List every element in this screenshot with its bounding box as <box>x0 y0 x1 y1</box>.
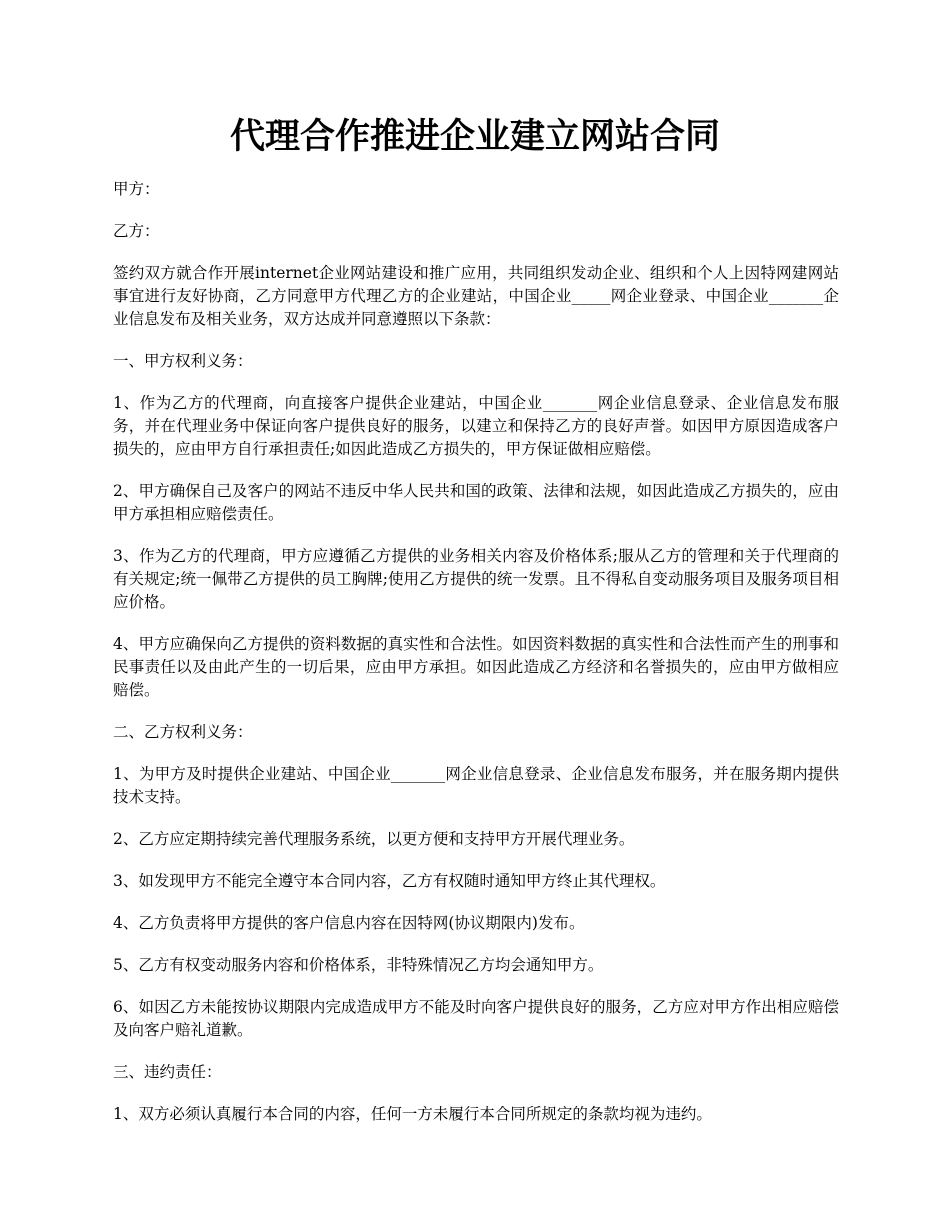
clause-paragraph: 6、如因乙方未能按协议期限内完成造成甲方不能及时向客户提供良好的服务，乙方应对甲方作出相应赔偿及向客户赔礼道歉。 <box>113 998 839 1039</box>
party-b-line: 乙方： <box>113 222 160 240</box>
section-heading-party-a: 一、甲方权利义务： <box>113 352 253 370</box>
section-heading-party-b: 二、乙方权利义务： <box>113 723 253 741</box>
clause-paragraph: 3、如发现甲方不能完全遵守本合同内容，乙方有权随时通知甲方终止其代理权。 <box>113 872 666 890</box>
preamble-paragraph: 签约双方就合作开展internet企业网站建设和推广应用，共同组织发动企业、组织和个人上因特网建网站事宜进行友好协商，乙方同意甲方代理乙方的企业建站，中国企业_____网企业登录、中国企业_______企业信息发布及相关业务，双方达成并同意遵照以下条款： <box>113 264 839 328</box>
document-body <box>113 178 839 1145</box>
clause-paragraph: 2、甲方确保自己及客户的网站不违反中华人民共和国的政策、法律和法规，如因此造成乙方损失的，应由甲方承担相应赔偿责任。 <box>113 482 839 523</box>
section-heading-breach: 三、违约责任： <box>113 1063 222 1081</box>
clause-paragraph: 4、乙方负责将甲方提供的客户信息内容在因特网(协议期限内)发布。 <box>113 914 585 932</box>
clause-paragraph: 1、作为乙方的代理商，向直接客户提供企业建站，中国企业_______网企业信息登录、企业信息发布服务，并在代理业务中保证向客户提供良好的服务，以建立和保持乙方的良好声誉。如因甲方原因造成客户损失的，应由甲方自行承担责任;如因此造成乙方损失的，甲方保证做相应赔偿。 <box>113 394 839 458</box>
clause-paragraph: 1、为甲方及时提供企业建站、中国企业_______网企业信息登录、企业信息发布服务，并在服务期内提供技术支持。 <box>113 765 839 806</box>
clause-paragraph: 5、乙方有权变动服务内容和价格体系，非特殊情况乙方均会通知甲方。 <box>113 956 604 974</box>
document-title: 代理合作推进企业建立网站合同 <box>229 116 720 157</box>
clause-paragraph: 1、双方必须认真履行本合同的内容，任何一方未履行本合同所规定的条款均视为违约。 <box>113 1105 712 1123</box>
clause-paragraph: 2、乙方应定期持续完善代理服务系统，以更方便和支持甲方开展代理业务。 <box>113 830 635 848</box>
clause-paragraph: 4、甲方应确保向乙方提供的资料数据的真实性和合法性。如因资料数据的真实性和合法性而产生的刑事和民事责任以及由此产生的一切后果，应由甲方承担。如因此造成乙方经济和名誉损失的，应由甲方做相应赔偿。 <box>113 635 839 699</box>
party-a-line: 甲方： <box>113 180 160 198</box>
clause-paragraph: 3、作为乙方的代理商，甲方应遵循乙方提供的业务相关内容及价格体系;服从乙方的管理和关于代理商的有关规定;统一佩带乙方提供的员工胸牌;使用乙方提供的统一发票。且不得私自变动服务项目及服务项目相应价格。 <box>113 547 839 611</box>
